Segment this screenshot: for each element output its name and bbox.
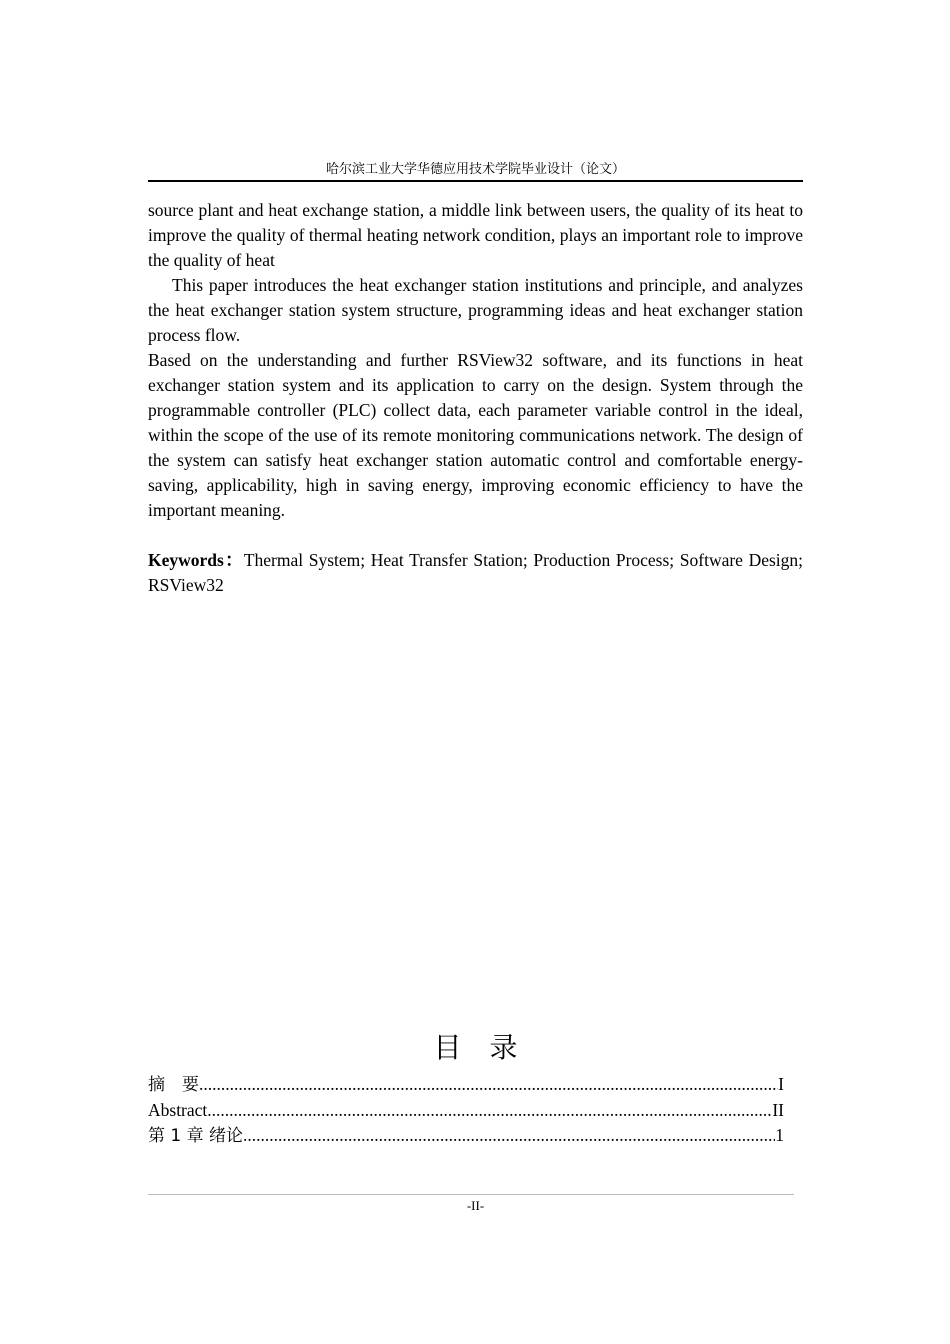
toc-entry-page: I (778, 1074, 784, 1094)
abstract-paragraph-2: This paper introduces the heat exchanger station institutions and principle, and analyzes the heat exchanger station system structure, programming ideas and heat exchanger station process flow. (148, 275, 803, 345)
table-of-contents (148, 1072, 784, 1149)
toc-entry-abstract-en[interactable] (148, 1098, 784, 1123)
toc-leader-dots (207, 1098, 772, 1123)
page-footer (148, 1197, 803, 1215)
toc-leader-dots (199, 1072, 778, 1097)
page-header (148, 160, 803, 182)
header-title: 哈尔滨工业大学华德应用技术学院毕业设计（论文） (325, 162, 625, 177)
keywords-label: Keywords： (148, 550, 244, 570)
abstract-paragraph-3: Based on the understanding and further RSView32 software, and its functions in heat exchanger station system and its application to carry on the design. System through the programmable controller (PLC) collect data, each parameter variable control in the ideal, within the scope of the use of its remote monitoring communications network. The design of the system can satisfy heat exchanger station automatic control and comfortable energy-saving, applicability, high in saving energy, improving economic efficiency to have the important meaning. (148, 350, 803, 520)
toc-entry-page: II (772, 1100, 784, 1120)
page-number: -II- (466, 1198, 485, 1213)
toc-entry-page: 1 (775, 1125, 784, 1145)
keywords-text: Thermal System; Heat Transfer Station; Production Process; Software Design; RSView32 (148, 550, 804, 595)
abstract-body (148, 198, 803, 598)
toc-entry-label: 第 1 章 绪论 (148, 1126, 244, 1146)
toc-entry-chapter-1[interactable] (148, 1123, 784, 1149)
footer-divider (148, 1194, 794, 1195)
toc-leader-dots (243, 1123, 775, 1148)
toc-entry-label: Abstract (148, 1100, 208, 1120)
abstract-paragraph-1: source plant and heat exchange station, a middle link between users, the quality of its heat to improve the quality of thermal heating network condition, plays an important role to improve the quality of heat (148, 200, 803, 270)
toc-entry-label: 摘 要 (148, 1075, 199, 1095)
keywords-line (148, 548, 803, 598)
toc-entry-abstract-cn[interactable] (148, 1072, 784, 1098)
toc-title: 目录 (433, 1031, 546, 1064)
